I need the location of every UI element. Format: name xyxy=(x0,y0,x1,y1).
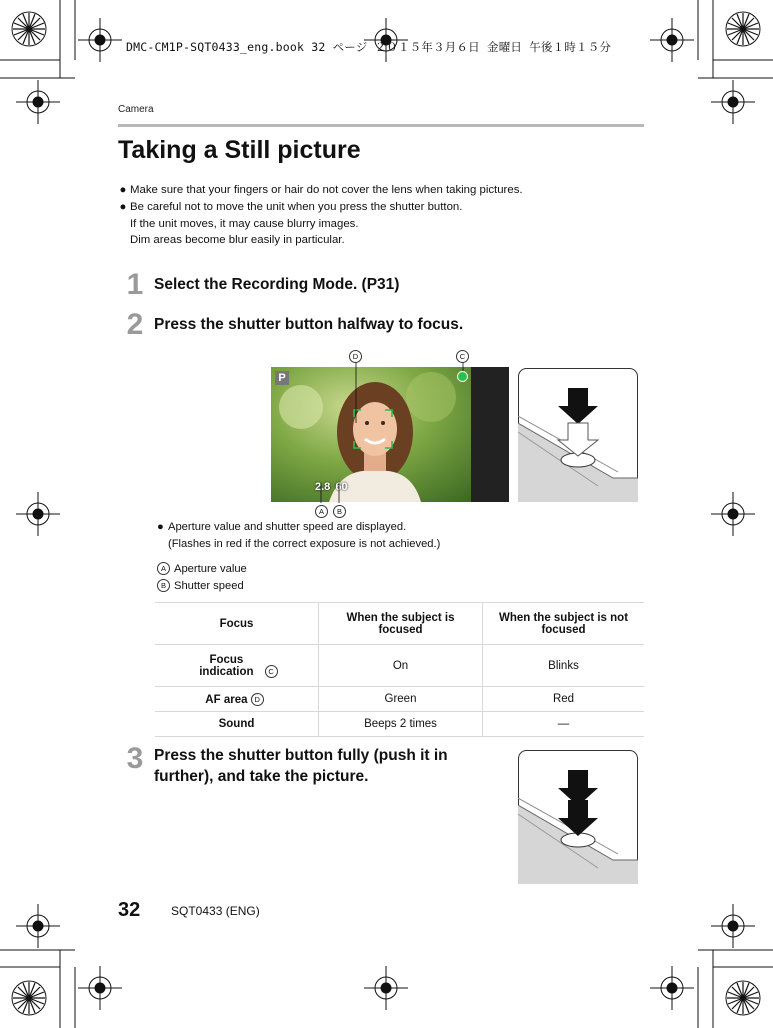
table-header-row: Focus When the subject is focused When the subject is not focused xyxy=(155,603,644,645)
list-item: ● Be careful not to move the unit when you press the shutter button. xyxy=(116,199,523,216)
step-text: Press the shutter button fully (push it in further), and take the picture. xyxy=(154,747,448,785)
callout-a: A xyxy=(315,505,328,518)
step-2 xyxy=(116,308,463,342)
intro-bullets xyxy=(116,182,523,249)
bullet-icon: ● xyxy=(119,200,127,213)
document-code: SQT0433 (ENG) xyxy=(171,904,260,918)
aperture-value: 2.8 xyxy=(315,481,331,493)
list-item: ● Make sure that your fingers or hair do not cover the lens when taking pictures. xyxy=(116,182,523,199)
shutter-full-press-illustration xyxy=(518,750,638,884)
bullet-icon: ● xyxy=(157,521,164,533)
legend-item: B Shutter speed xyxy=(157,578,247,595)
page-number: 32 xyxy=(118,899,141,921)
bullet-icon: ● xyxy=(119,184,127,196)
step-number: 2 xyxy=(126,308,144,341)
callout-legend xyxy=(157,561,247,595)
callout-d: D xyxy=(349,350,362,363)
exposure-note: ● Aperture value and shutter speed are displayed. (Flashes in red if the correct exposure is not achieved.) xyxy=(157,521,441,550)
sub-note: Dim areas become blur easily in particular. xyxy=(130,234,345,247)
callout-b: B xyxy=(333,505,346,518)
recording-mode-p-icon: P xyxy=(275,371,289,385)
step-3 xyxy=(116,742,484,787)
table-row: Focus indication C On Blinks xyxy=(155,645,644,687)
step-text: Select the Recording Mode. (P31) xyxy=(154,276,400,293)
legend-item: A Aperture value xyxy=(157,561,247,578)
shutter-speed-value: 60 xyxy=(335,481,348,493)
callout-lines xyxy=(270,345,510,520)
shutter-halfway-illustration xyxy=(518,368,638,502)
table-row: Sound Beeps 2 times — xyxy=(155,712,644,737)
page-title: Taking a Still picture xyxy=(118,136,361,164)
focus-table xyxy=(155,602,644,737)
table-row: AF area D Green Red xyxy=(155,687,644,712)
callout-c: C xyxy=(456,350,469,363)
step-1 xyxy=(116,268,399,302)
sub-note: If the unit moves, it may cause blurry images. xyxy=(130,217,359,230)
step-number: 1 xyxy=(126,268,144,301)
step-number: 3 xyxy=(126,742,144,775)
print-job-header: DMC-CM1P-SQT0433_eng.book 32 ページ ２０１５年３月６日 金曜日 午後１時１５分 xyxy=(126,40,612,54)
step-text: Press the shutter button halfway to focus. xyxy=(154,316,464,333)
section-rule xyxy=(118,124,644,127)
section-label: Camera xyxy=(118,104,154,115)
